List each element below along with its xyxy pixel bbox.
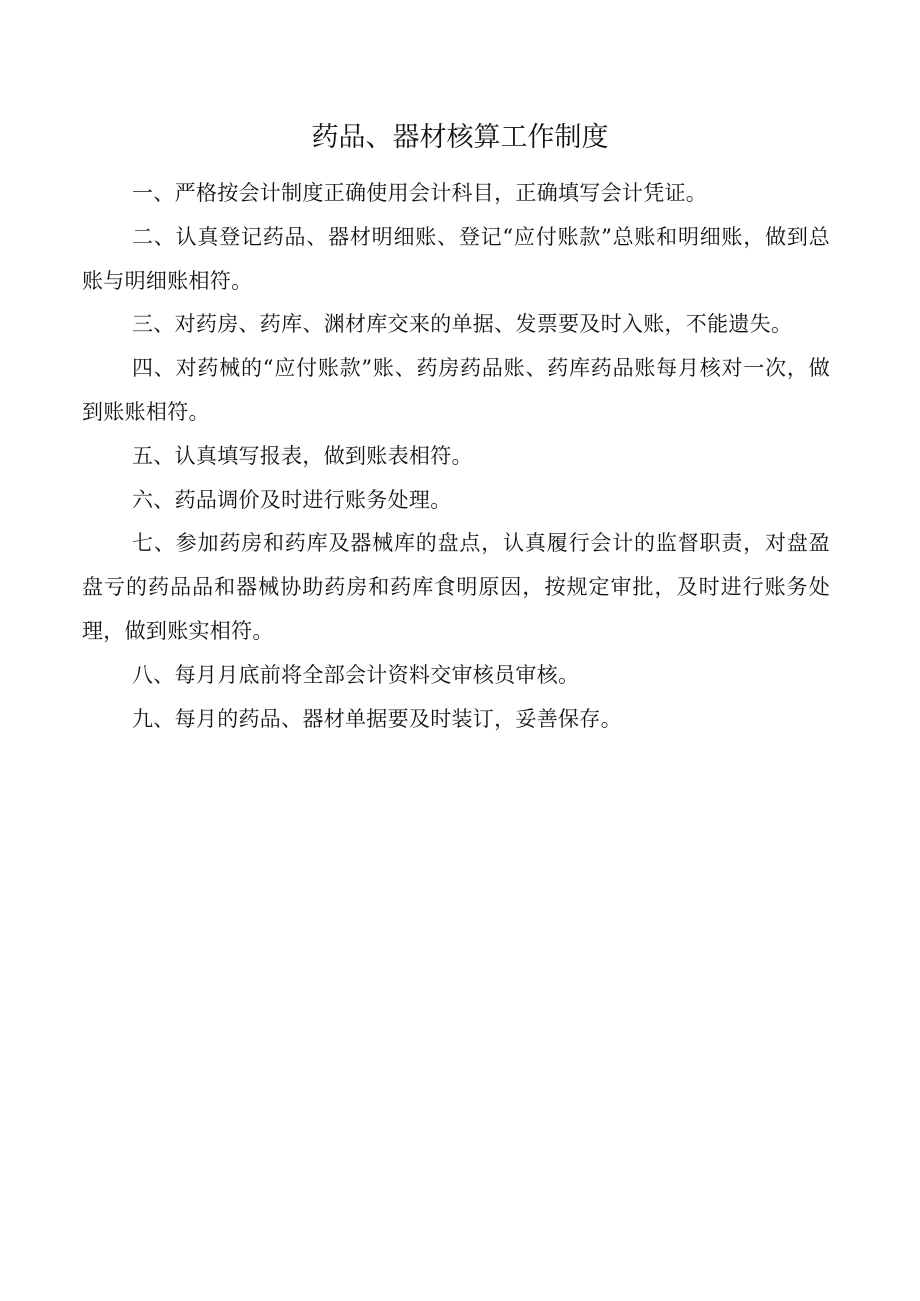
document-title: 药品、器材核算工作制度 — [311, 122, 609, 153]
paragraph-7: 七、参加药房和药库及器械库的盘点，认真履行会计的监督职责，对盘盈盘亏的药品品和器械协助药房和药库食明原因，按规定审批，及时进行账务处理，做到账实相符。 — [82, 531, 830, 643]
paragraph-8: 八、每月月底前将全部会计资料交审核员审核。 — [132, 662, 580, 687]
paragraph-3: 三、对药房、药库、渊材库交来的单据、发票要及时入账，不能遗失。 — [132, 312, 793, 337]
paragraph-6: 六、药品调价及时进行账务处理。 — [132, 487, 452, 512]
paragraph-1: 一、严格按会计制度正确使用会计科目，正确填写会计凭证。 — [132, 181, 708, 205]
paragraph-5: 五、认真填写报表，做到账表相符。 — [132, 443, 473, 468]
paragraph-4: 四、对药械的“应付账款”账、药房药品账、药库药品账每月核对一次，做到账账相符。 — [82, 356, 830, 424]
document-body — [82, 172, 830, 741]
paragraph-9: 九、每月的药品、器材单据要及时装订，妥善保存。 — [132, 706, 622, 731]
paragraph-2: 二、认真登记药品、器材明细账、登记“应付账款”总账和明细账，做到总账与明细账相符。 — [82, 224, 830, 293]
